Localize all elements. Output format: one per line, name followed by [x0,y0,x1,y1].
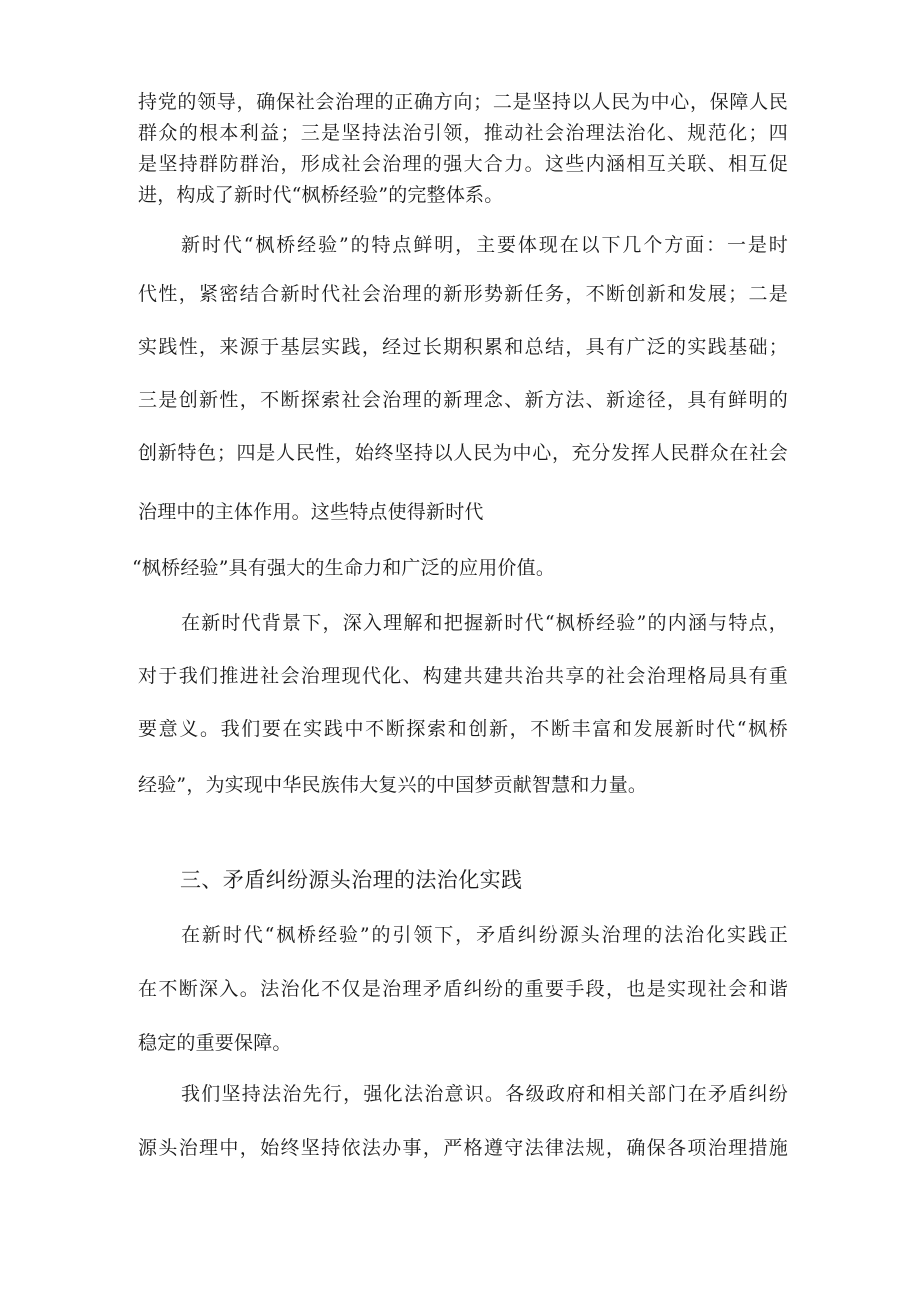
text-line: 在新时代“枫桥经验”的引领下，矛盾纠纷源头治理的法治化实践正 [181,924,788,946]
text-line: 新时代“枫桥经验”的特点鲜明，主要体现在以下几个方面：一是时 [181,234,788,256]
text-line: 源头治理中，始终坚持依法办事，严格遵守法律法规，确保各项治理措施 [138,1137,788,1159]
text-line: 要意义。我们要在实践中不断探索和创新，不断丰富和发展新时代“枫桥 [138,718,788,740]
text-line: 持党的领导，确保社会治理的正确方向；二是坚持以人民为中心，保障人民 [138,91,788,113]
text-line: 经验”，为实现中华民族伟大复兴的中国梦贡献智慧和力量。 [138,774,648,796]
text-line: 实践性，来源于基层实践，经过长期积累和总结，具有广泛的实践基础； [138,336,788,358]
text-line: 在不断深入。法治化不仅是治理矛盾纠纷的重要手段，也是实现社会和谐 [138,978,788,1000]
text-line: 群众的根本利益；三是坚持法治引领，推动社会治理法治化、规范化；四 [138,122,788,144]
text-line: 三是创新性，不断探索社会治理的新理念、新方法、新途径，具有鲜明的 [138,389,788,411]
text-line: “枫桥经验”具有强大的生命力和广泛的应用价值。 [132,557,556,579]
text-line: 代性，紧密结合新时代社会治理的新形势新任务，不断创新和发展；二是 [138,283,788,305]
text-line: 治理中的主体作用。这些特点使得新时代 [138,501,484,523]
text-line: 稳定的重要保障。 [138,1032,292,1054]
section-heading: 三、矛盾纠纷源头治理的法治化实践 [180,868,523,892]
text-line: 我们坚持法治先行，强化法治意识。各级政府和相关部门在矛盾纠纷 [181,1083,788,1105]
text-line: 创新特色；四是人民性，始终坚持以人民为中心，充分发挥人民群众在社会 [138,442,788,464]
text-line: 对于我们推进社会治理现代化、构建共建共治共享的社会治理格局具有重 [138,665,788,687]
text-line: 是坚持群防群治，形成社会治理的强大合力。这些内涵相互关联、相互促 [138,153,788,175]
text-line: 在新时代背景下，深入理解和把握新时代“枫桥经验”的内涵与特点， [181,612,788,634]
text-line: 进，构成了新时代“枫桥经验”的完整体系。 [138,184,504,206]
